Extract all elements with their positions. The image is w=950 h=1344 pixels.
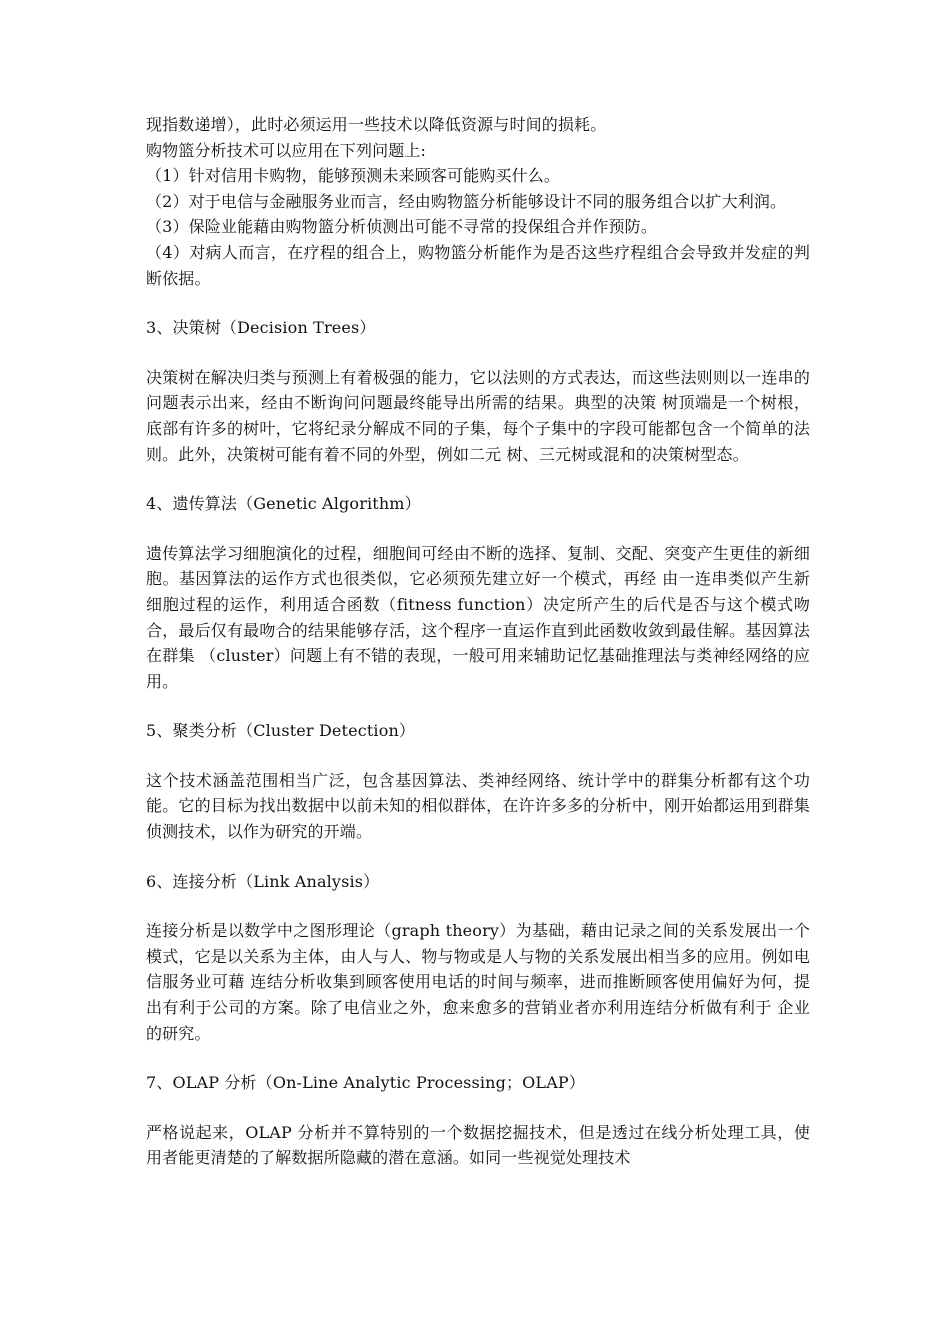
section-body-link-analysis: 连接分析是以数学中之图形理论（graph theory）为基础，藉由记录之间的关系发展出一个模式，它是以关系为主体，由人与人、物与物或是人与物的关系发展出相当多的应用。例如电信服务业可藉 连结分析收集到顾客使用电话的时间与频率，进而推断顾客使用偏好为何，提出有利于公司的方案。除了电信业之外，愈来愈多的营销业者亦利用连结分析做有利于 企业的研究。 [146,921,810,1043]
section-body-olap: 严格说起来，OLAP 分析并不算特别的一个数据挖掘技术，但是透过在线分析处理工具，使用者能更清楚的了解数据所隐藏的潜在意涵。如同一些视觉处理技术 [146,1122,810,1168]
document-page [146,112,810,1171]
section-body-decision-trees: 决策树在解决归类与预测上有着极强的能力，它以法则的方式表达，而这些法则则以一连串的问题表示出来，经由不断询问问题最终能导出所需的结果。典型的决策 树顶端是一个树根，底部有许多的树叶，它将纪录分解成不同的子集，每个子集中的字段可能都包含一个简单的法则。此外，决策树可能有着不同的外型，例如二元 树、三元树或混和的决策树型态。 [146,367,810,464]
list-item: （2）对于电信与金融服务业而言，经由购物篮分析能够设计不同的服务组合以扩大利润。 [146,191,787,211]
section-body-genetic-algorithm: 遗传算法学习细胞演化的过程，细胞间可经由不断的选择、复制、交配、突变产生更佳的新细胞。基因算法的运作方式也很类似，它必须预先建立好一个模式，再经 由一连串类似产生新细胞过程的运作，利用适合函数（fitness function）决定所产生的后代是否与这个模式吻合，最后仅有最吻合的结果能够存活，这个程序一直运作直到此函数收敛到最佳解。基因算法在群集 （cluster）问题上有不错的表现，一般可用来辅助记忆基础推理法与类神经网络的应用。 [146,543,810,691]
section-body-cluster-detection: 这个技术涵盖范围相当广泛，包含基因算法、类神经网络、统计学中的群集分析都有这个功能。它的目标为找出数据中以前未知的相似群体，在许许多多的分析中，刚开始都运用到群集侦测技术，以作为研究的开端。 [146,770,810,842]
section-heading-link-analysis: 6、连接分析（Link Analysis） [146,871,380,891]
list-item: （4）对病人而言，在疗程的组合上，购物篮分析能作为是否这些疗程组合会导致并发症的判断依据。 [146,242,810,288]
intro-line: 现指数递增），此时必须运用一些技术以降低资源与时间的损耗。 [146,115,607,134]
section-heading-decision-trees: 3、决策树（Decision Trees） [146,318,376,338]
section-heading-genetic-algorithm: 4、遗传算法（Genetic Algorithm） [146,494,421,514]
list-item: （3）保险业能藉由购物篮分析侦测出可能不寻常的投保组合并作预防。 [146,217,657,237]
section-heading-cluster-detection: 5、聚类分析（Cluster Detection） [146,721,416,741]
intro-line: 购物篮分析技术可以应用在下列问题上: [146,140,427,160]
list-item: （1）针对信用卡购物，能够预测未来顾客可能购买什么。 [146,166,561,186]
section-heading-olap: 7、OLAP 分析（On-Line Analytic Processing；OLAP） [146,1073,585,1093]
